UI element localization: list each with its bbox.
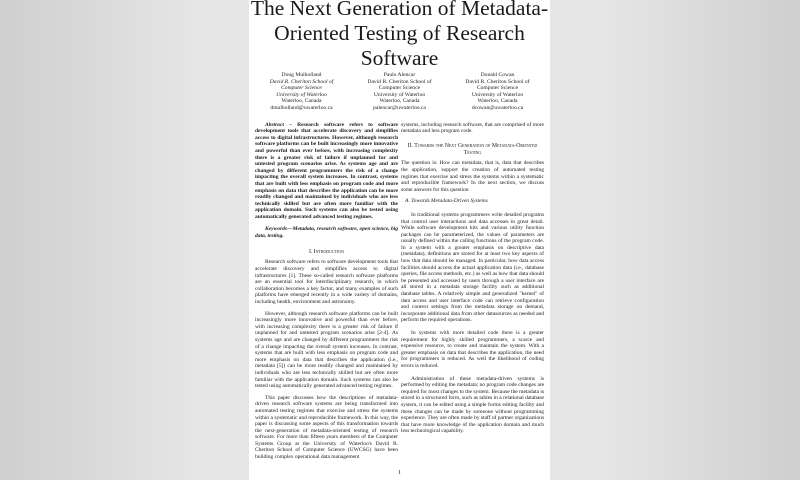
section-heading: II. Towards the Next Generation of Metadata-Oriented Testing <box>407 142 538 156</box>
author-affiliation: Computer Science <box>476 85 519 92</box>
author-location: Waterloo, Canada <box>379 98 420 105</box>
paper-title: The Next Generation of Metadata-Oriented Testing of Research Software <box>250 0 549 70</box>
author-name: Doug Mulholland <box>281 72 322 78</box>
left-column <box>255 122 398 466</box>
author-3 <box>449 72 546 112</box>
author-2 <box>351 72 448 112</box>
right-column <box>401 122 544 466</box>
author-email: palencar@uwaterloo.ca <box>373 104 426 111</box>
author-name: Donald Cowan <box>480 72 515 78</box>
paragraph: In traditional systems programmers write detailed programs that control user interactions and data accesses in great detail. While software development kits and various utility function packages can be parameterized, the values of parameters are usually defined within the calling functions of the program code. In a system with a greater emphasis on descriptive data (metadata), definitions are stored for at least two key aspects of how that data should be managed. In particular, how data access facilities should access the actual application data (i.e., database queries, file access methods, etc.) as well as how that data should be presented and accessed by users through a user interface are all stored in a metadata storage facility such as additional database tables. A relatively simple and generalized "kernel" of data access and user interface code can retrieve configuration and context settings from the metadata storage on demand, incorporate additional data from other datasources as needed and perform the required operations. <box>401 211 544 324</box>
paragraph: The question is: How can metadata, that is, data that describes the application, support the creation of automated testing regimes that exercise and stress the systems within a systematic and reproducible framework? In the next section, we discuss some answers for this question <box>401 160 544 193</box>
body-columns <box>255 122 544 466</box>
paragraph: This paper discusses how the descriptions of metadata-driven research software systems are being transformed into automated testing regimes that exercise and stress the systems within a systematic and reproducible framework. In this way, the paper is discussing some aspects of this transformation towards the next-generation of metadata-oriented testing of research software. For more than fifteen years members of the Computer Systems Group at the University of Waterloo's David R. Cheriton School of Computer Science (UWCSG) have been building complex operational data management <box>255 394 398 461</box>
author-email: dmulholland@uwaterloo.ca <box>270 104 333 111</box>
author-affiliation: University of Waterloo <box>373 91 426 98</box>
author-name: Paulo Alencar <box>383 72 416 78</box>
author-affiliation: University of Waterloo <box>471 91 524 98</box>
section-heading: I. Introduction <box>309 248 344 255</box>
author-affiliation: David R. Cheriton School of <box>269 78 334 85</box>
abstract-label: Abstract <box>265 121 284 128</box>
author-affiliation: David R. Cheriton School of <box>465 78 530 85</box>
author-location: Waterloo, Canada <box>477 98 518 105</box>
paragraph: In systems with more detailed code there is a greater requirement for highly skilled programmers, a scarce and expensive resource, to create and maintain the system. With a greater emphasis on data that describes the application, the need for programmers is reduced. As well the likelihood of coding errors is reduced. <box>401 330 544 369</box>
keywords-text: Metadata, research software, open science, big data, testing. <box>255 226 398 240</box>
author-affiliation: Computer Science <box>378 85 421 92</box>
paragraph: However, although research software platforms can be built increasingly more innovative and powerful than ever before, with increasing complexity there is a greater risk of failure if unplanned for and untested program scenarios arise [2-4]. As systems age and are changed by different programmers the risk of a change impacting the overall system increases. In contrast, systems that are built with less emphasis on program code and more emphasis on data that describes the application (i.e., metadata [5]) can be more readily changed and maintained by individuals who are less technically skilled but are often more familiar with the application domain. Such systems can also be tested using automatically generated advanced testing regimes. <box>255 310 398 390</box>
abstract-text: – Research software refers to software development tools that accelerate discovery and simplifies access to digital infrastructures. However, although research software platforms can be built increasingly more innovative and powerful than ever before, with increasing complexity there is a greater risk of failure if unplanned for and untested program scenarios arise. As systems age and are changed by different programmers the risk of a change impacting the overall system increases. In contrast, systems that are built with less emphasis on program code and more emphasis on data that describes the application can be more readily changed and maintained by individuals who are less technically skilled but are often more familiar with the application domain. Such systems can also be tested using automatically generated advanced testing regimes. <box>255 121 398 220</box>
abstract <box>255 122 398 221</box>
keywords-label: Keywords— <box>265 226 293 233</box>
author-affiliation: Computer Science <box>281 85 322 92</box>
author-affiliation: University of Waterloo <box>276 91 327 98</box>
author-location: Waterloo, Canada <box>281 98 322 105</box>
paragraph-continuation: systems, including research software, that are comprised of more metadata and less program code. <box>401 121 544 135</box>
author-block <box>253 72 546 112</box>
author-affiliation: David R. Cheriton School of <box>367 78 432 85</box>
keywords <box>255 226 398 239</box>
author-email: dcowan@uwaterloo.ca <box>471 104 524 111</box>
paragraph: Research software refers to software development tools that accelerate discovery and simplifies access to digital infrastructures [1]. These so-called research software platforms are an essential tool for interdisciplinary research, in which collaboration becomes a key factor, and many examples of such platforms have emerged recently in a wide variety of domains, including health, environment and astronomy. <box>255 259 398 306</box>
subsection-heading: A. Towards Metadata-Driven Systems <box>405 198 488 205</box>
page-number: 1 <box>398 469 401 476</box>
paragraph: Administration of these metadata-driven systems is performed by editing the metadata; no program code changes are required for most changes to the system. Because the metadata is stored in a structured form, such as tables in a relational database system, it can be edited using a simple forms editing facility and these changes can be made by someone without programming experience. They are often made by staff of partner organizations that have more knowledge of the application domain and much less technological capability. <box>401 375 544 435</box>
document-page <box>249 0 550 480</box>
author-1 <box>253 72 350 112</box>
